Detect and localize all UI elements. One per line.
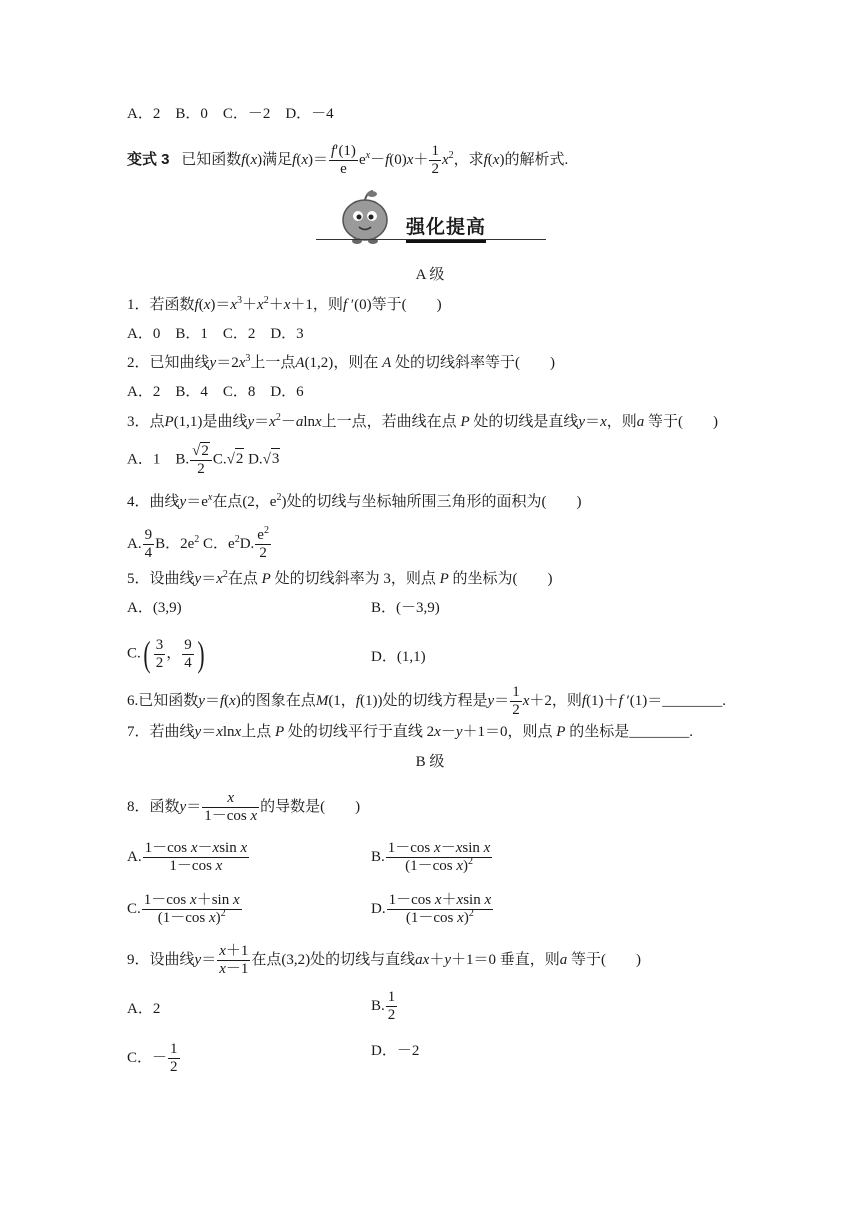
question-4: 4．曲线$y=e^x$在点(2，$e^2$)处的切线与坐标轴所围三角形的面积为( ) (127, 492, 582, 510)
question-8-option-b: B. $\frac{\text{1－cos x－xsin x}}{(1-\cos x)^2}$ (371, 840, 491, 874)
question-5-option-c: C.( $\frac{3}{2}$ ， $\frac{9}{4}$ ) (127, 634, 205, 674)
prev-question-options: A．2 B．0 C．－2 D．－4 (127, 106, 334, 122)
fraction: $\frac{1}{2}$ (512, 684, 520, 718)
question-1: 1．若函数$f(x)=x^3+x^2+x+1$，则f ′(0)等于( ) (127, 295, 442, 313)
fraction: $\frac{\text{1－cos x－xsin x}}{\text{1－cos x}}$ (144, 840, 248, 874)
level-a-heading: A 级 (415, 267, 445, 283)
question-3-options: A．1 B. $\frac{√2}{2}$ C.√2 D.√3 (127, 443, 280, 477)
question-8: 8．函数y＝ $\frac{x}{\text{1－cos x}}$ 的导数是( ) (127, 790, 361, 824)
section-banner-title: 强化提高 (406, 212, 486, 243)
question-8-option-d: D. $\frac{\text{1－cos x＋xsin x}}{(1-\cos x)^2}$ (371, 892, 492, 926)
question-4-options: A. $\frac{9}{4}$ B．$2e^2$ C．$e^2D$. $\frac{e^2}{2}$ (127, 525, 269, 561)
question-5-option-d: D．(1,1) (371, 649, 426, 665)
question-9-option-b: B. $\frac{1}{2}$ (371, 989, 396, 1023)
question-5-option-a: A．(3,9) (127, 600, 182, 616)
question-9-option-c: C．－ $\frac{1}{2}$ (127, 1041, 178, 1075)
apple-mascot-icon (335, 186, 395, 246)
question-3: 3．点P(1,1)是曲线$y=x^2-alnx$上一点，若曲线在点 P 处的切线是直线y＝x，则a 等于( ) (127, 412, 718, 430)
variant-label: 变式 3 (127, 150, 170, 168)
question-9-option-a: A．2 (127, 1001, 161, 1017)
question-2: 2．已知曲线$y=2x^3$上一点A(1,2)，则在 A 处的切线斜率等于( ) (127, 353, 555, 371)
question-1-options: A．0 B．1 C．2 D．3 (127, 326, 304, 342)
level-b-heading: B 级 (415, 754, 445, 770)
fraction: $\frac{√2}{2}$ (190, 442, 212, 478)
fraction: $\frac{1}{2}$ (431, 143, 439, 177)
question-5-option-b: B．(－3,9) (371, 600, 440, 616)
fraction: $\frac{f'(1)}{e}$ (330, 143, 356, 177)
fraction: $\frac{\text{1－cos x－xsin x}}{(1-\cos x)^2}$ (387, 840, 491, 874)
fraction: $\frac{1}{2}$ (387, 989, 396, 1023)
question-5: 5．设曲线$y=x^2$在点 P 处的切线斜率为 3，则点 P 的坐标为( ) (127, 569, 553, 587)
fraction: $\frac{9}{4}$ (144, 527, 153, 561)
fraction: $\frac{3}{2}$ (155, 636, 164, 671)
question-7: 7．若曲线y＝xlnx上点 P 处的切线平行于直线 2x－y＋1＝0，则点 P 的坐标是________. (127, 724, 693, 740)
variant-3: 变式 3 已知函数f(x)满足f(x)＝ $\frac{f'(1)}{e}$ $e^x-f(0)x+$ $\frac{1}{2}$ $x^2$，求f(x)的解析式. (127, 143, 569, 177)
fraction: $\frac{1}{2}$ (170, 1041, 178, 1075)
question-9: 9．设曲线y＝ $\frac{x+1}{x-1}$ 在点(3,2)处的切线与直线ax＋y＋1＝0 垂直，则a 等于( ) (127, 943, 642, 977)
question-8-option-a: A. $\frac{\text{1－cos x－xsin x}}{\text{1－cos x}}$ (127, 840, 248, 874)
question-8-option-c: C. $\frac{\text{1－cos x＋sin x}}{(1-\cos x)^2}$ (127, 892, 240, 926)
question-9-option-d: D．－2 (371, 1043, 420, 1059)
fraction: $\frac{\text{1－cos x＋xsin x}}{(1-\cos x)^2}$ (388, 892, 492, 926)
banner-divider (316, 239, 546, 240)
fraction: $\frac{9}{4}$ (184, 636, 192, 671)
question-2-options: A．2 B．4 C．8 D．6 (127, 384, 304, 400)
question-6: 6.已知函数y＝f(x)的图象在点M(1，f(1))处的切线方程是y＝ $\frac{1}{2}$ x＋2，则f(1)＋f ′(1)＝________. (127, 684, 727, 718)
fraction: $\frac{\text{1－cos x＋sin x}}{(1-\cos x)^2}$ (143, 892, 240, 926)
fraction: $\frac{x}{\text{1－cos x}}$ (204, 790, 258, 824)
fraction: $\frac{x+1}{x-1}$ (219, 943, 249, 977)
fraction: $\frac{e^2}{2}$ (257, 525, 269, 561)
